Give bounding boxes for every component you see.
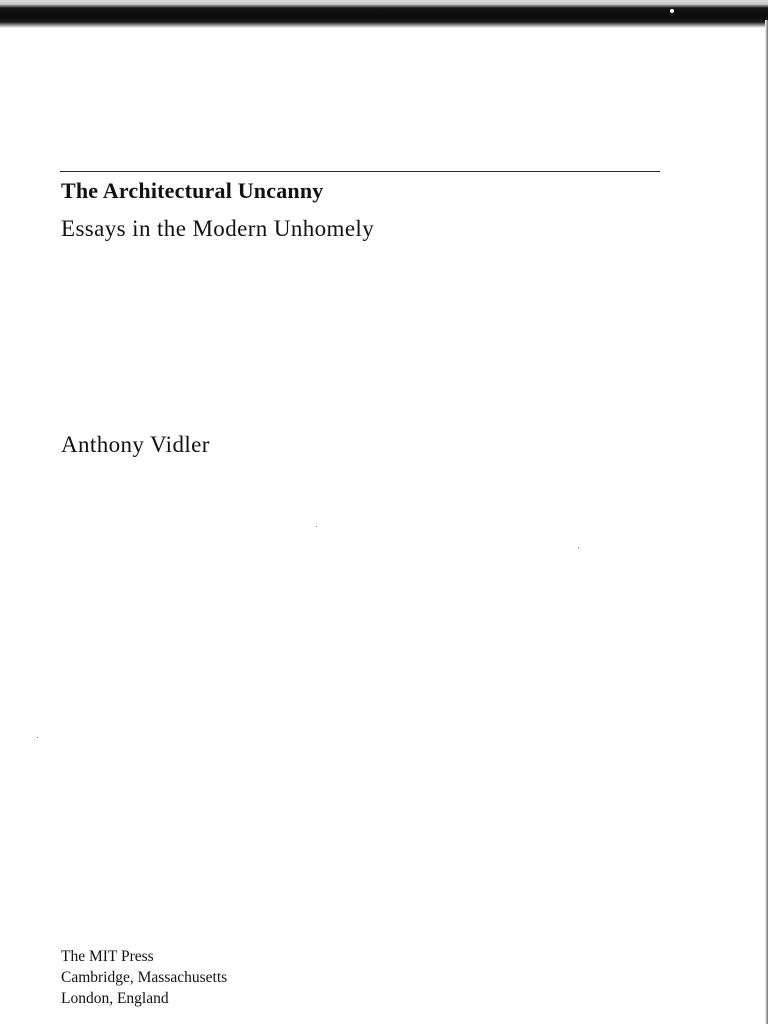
publisher-country: London, England [61, 990, 169, 1007]
book-subtitle: Essays in the Modern Unhomely [61, 216, 375, 241]
publisher-city: Cambridge, Massachusetts [61, 969, 228, 986]
scan-dust [37, 737, 38, 738]
book-author: Anthony Vidler [61, 432, 210, 457]
scan-speck [670, 9, 674, 13]
book-title: The Architectural Uncanny [61, 178, 324, 203]
scan-dust [316, 526, 317, 527]
scan-dust [578, 547, 579, 548]
publisher-name: The MIT Press [61, 948, 154, 965]
publisher-imprint [61, 946, 227, 1009]
title-rule [60, 171, 660, 172]
scan-edge-top [0, 0, 768, 28]
